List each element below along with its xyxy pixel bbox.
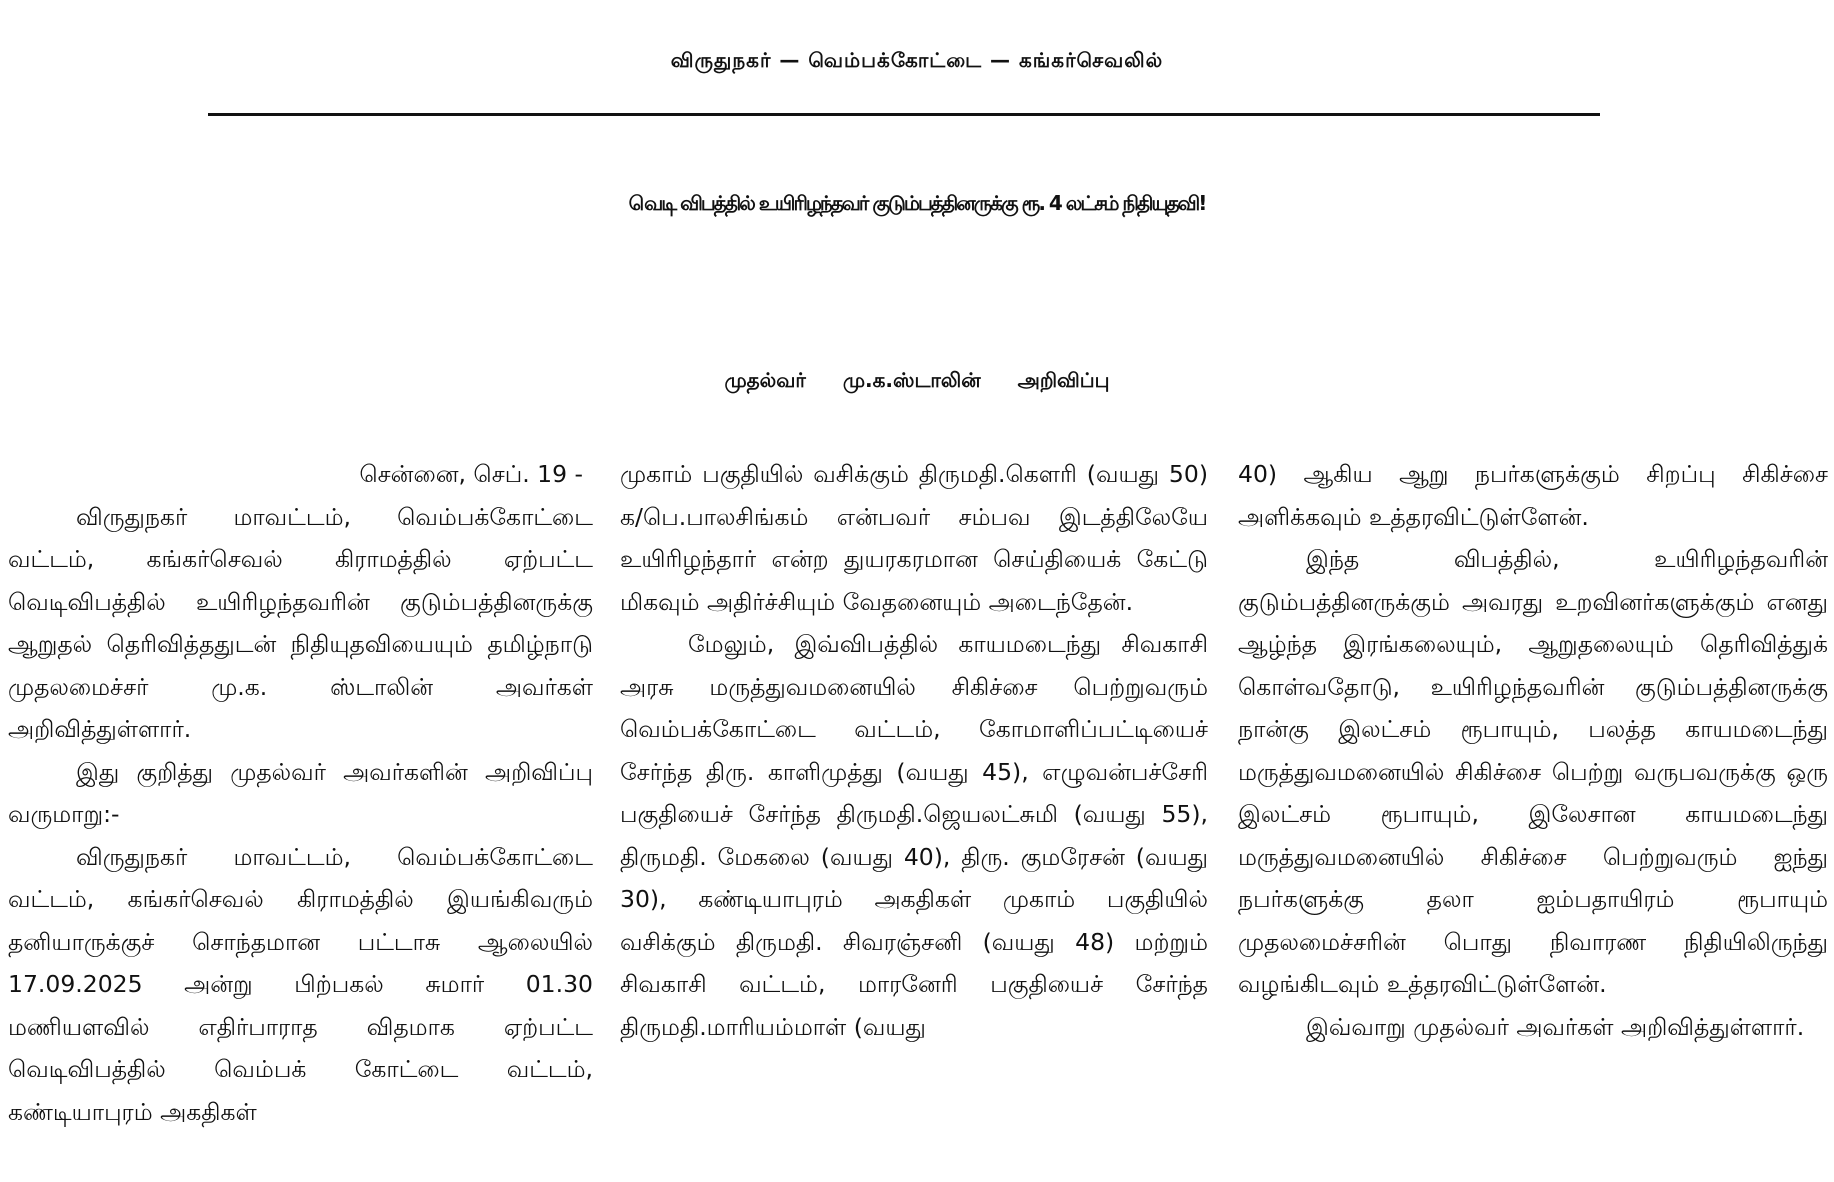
dateline: சென்னை, செப். 19 - [359, 460, 583, 488]
paragraph: மேலும், இவ்விபத்தில் காயமடைந்து சிவகாசி அரசு மருத்துவமனையில் சிகிச்சை பெற்றுவரும் வெம்பக்கோட்டை வட்டம், கோமாளிப்பட்டியைச் சேர்ந்த திரு. காளிமுத்து (வயது 45), எழுவன்பச்சேரி பகுதியைச் சேர்ந்த திருமதி.ஜெயலட்சுமி (வயது 55), திருமதி. மேகலை (வயது 40), திரு. குமரேசன் (வயது 30), கண்டியாபுரம் அகதிகள் முகாம் பகுதியில் வசிக்கும் திருமதி. சிவரஞ்சனி (வயது 48) மற்றும் சிவகாசி வட்டம், மாரனேரி பகுதியைச் சேர்ந்த திருமதி.மாரியம்மாள் (வயது [620, 630, 1208, 1041]
paragraph: விருதுநகர் மாவட்டம், வெம்பக்கோட்டை வட்டம், கங்கர்செவல் கிராமத்தில் இயங்கிவரும் தனியாருக்குச் சொந்தமான பட்டாசு ஆலையில் 17.09.2025 அன்று பிற்பகல் சுமார் 01.30 மணியளவில் எதிர்பாராத விதமாக ஏற்பட்ட வெடிவிபத்தில் வெம்பக் கோட்டை வட்டம், கண்டியாபுரம் அகதிகள் [8, 842, 593, 1126]
paragraph: முகாம் பகுதியில் வசிக்கும் திருமதி.கௌரி (வயது 50) க/பெ.பாலசிங்கம் என்பவர் சம்பவ இடத்திலேயே உயிரிழந்தார் என்ற துயரகரமான செய்தியைக் கேட்டு மிகவும் அதிர்ச்சியும் வேதனையும் அடைந்தேன். [620, 460, 1208, 616]
article-column-3 [1238, 453, 1828, 1173]
paragraph: விருதுநகர் மாவட்டம், வெம்பக்கோட்டை வட்டம், கங்கர்செவல் கிராமத்தில் ஏற்பட்ட வெடிவிபத்தில் உயிரிழந்தவரின் குடும்பத்தினருக்கு ஆறுதல் தெரிவித்ததுடன் நிதியுதவியையும் தமிழ்நாடு முதலமைச்சர் மு.க. ஸ்டாலின் அவர்கள் அறிவித்துள்ளார். [8, 502, 593, 743]
subheadline: முதல்வர் மு.க.ஸ்டாலின் அறிவிப்பு [724, 368, 1110, 392]
article-column-2 [620, 453, 1208, 1173]
kicker-location: விருதுநகர் — வெம்பக்கோட்டை — கங்கர்செவலில் [670, 48, 1164, 72]
headline: வெடி விபத்தில் உயிரிழந்தவர் குடும்பத்தினருக்கு ரூ. 4 லட்சம் நிதியுதவி! [628, 191, 1206, 215]
kicker-divider [208, 113, 1600, 116]
paragraph: 40) ஆகிய ஆறு நபர்களுக்கும் சிறப்பு சிகிச்சை அளிக்கவும் உத்தரவிட்டுள்ளேன். [1238, 460, 1828, 531]
paragraph: இவ்வாறு முதல்வர் அவர்கள் அறிவித்துள்ளார். [1306, 1012, 1805, 1041]
article-column-1 [8, 453, 593, 1173]
paragraph: இது குறித்து முதல்வர் அவர்களின் அறிவிப்பு வருமாறு:- [8, 757, 593, 828]
paragraph: இந்த விபத்தில், உயிரிழந்தவரின் குடும்பத்தினருக்கும் அவரது உறவினர்களுக்கும் எனது ஆழ்ந்த இரங்கலையும், ஆறுதலையும் தெரிவித்துக் கொள்வதோடு, உயிரிழந்தவரின் குடும்பத்தினருக்கு நான்கு இலட்சம் ரூபாயும், பலத்த காயமடைந்து மருத்துவமனையில் சிகிச்சை பெற்று வருபவருக்கு ஒரு இலட்சம் ரூபாயும், இலேசான காயமடைந்து மருத்துவமனையில் சிகிச்சை பெற்றுவரும் ஐந்து நபர்களுக்கு தலா ஐம்பதாயிரம் ரூபாயும் முதலமைச்சரின் பொது நிவாரண நிதியிலிருந்து வழங்கிடவும் உத்தரவிட்டுள்ளேன். [1238, 545, 1828, 998]
